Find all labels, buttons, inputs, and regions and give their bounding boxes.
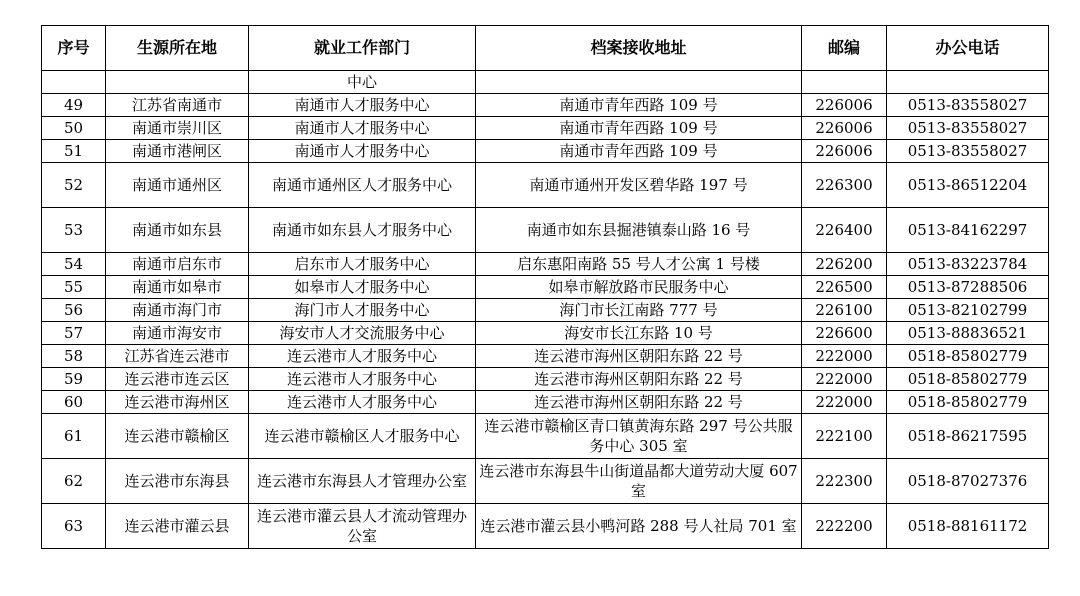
table-row <box>42 117 1049 140</box>
cell-zip: 226400 <box>802 208 887 253</box>
table-row <box>42 504 1049 549</box>
header-cell-zip: 邮编 <box>802 26 887 71</box>
cell-region: 连云港市赣榆区 <box>106 414 249 459</box>
cell-phone: 0518-88161172 <box>887 504 1049 549</box>
cell-no: 57 <box>42 322 106 345</box>
cell-address: 南通市通州开发区碧华路 197 号 <box>476 163 802 208</box>
table-body <box>42 71 1049 549</box>
cell-phone: 0513-88836521 <box>887 322 1049 345</box>
cell-region: 连云港市东海县 <box>106 459 249 504</box>
cell-zip <box>802 71 887 94</box>
cell-phone: 0518-86217595 <box>887 414 1049 459</box>
cell-address: 南通市如东县掘港镇泰山路 16 号 <box>476 208 802 253</box>
cell-zip: 222200 <box>802 504 887 549</box>
table-row <box>42 299 1049 322</box>
cell-region: 南通市崇川区 <box>106 117 249 140</box>
table-row <box>42 391 1049 414</box>
cell-dept: 连云港市人才服务中心 <box>249 345 476 368</box>
cell-dept: 海安市人才交流服务中心 <box>249 322 476 345</box>
cell-region: 南通市如皋市 <box>106 276 249 299</box>
cell-address: 启东惠阳南路 55 号人才公寓 1 号楼 <box>476 253 802 276</box>
cell-address: 连云港市海州区朝阳东路 22 号 <box>476 391 802 414</box>
cell-address: 南通市青年西路 109 号 <box>476 140 802 163</box>
cell-zip: 222000 <box>802 345 887 368</box>
table-row <box>42 253 1049 276</box>
cell-address: 连云港市海州区朝阳东路 22 号 <box>476 345 802 368</box>
table-row <box>42 94 1049 117</box>
cell-dept: 连云港市赣榆区人才服务中心 <box>249 414 476 459</box>
cell-dept: 连云港市人才服务中心 <box>249 391 476 414</box>
cell-zip: 226006 <box>802 140 887 163</box>
cell-dept: 如皋市人才服务中心 <box>249 276 476 299</box>
cell-address: 连云港市东海县牛山街道晶都大道劳动大厦 607 室 <box>476 459 802 504</box>
cell-phone: 0513-82102799 <box>887 299 1049 322</box>
cell-region: 南通市如东县 <box>106 208 249 253</box>
cell-dept: 海门市人才服务中心 <box>249 299 476 322</box>
cell-dept: 南通市人才服务中心 <box>249 117 476 140</box>
cell-no: 63 <box>42 504 106 549</box>
cell-region: 南通市通州区 <box>106 163 249 208</box>
cell-address: 南通市青年西路 109 号 <box>476 94 802 117</box>
cell-no: 58 <box>42 345 106 368</box>
cell-zip: 226500 <box>802 276 887 299</box>
cell-phone: 0518-85802779 <box>887 345 1049 368</box>
cell-region: 连云港市灌云县 <box>106 504 249 549</box>
cell-zip: 222000 <box>802 391 887 414</box>
cell-dept: 南通市人才服务中心 <box>249 94 476 117</box>
cell-no: 52 <box>42 163 106 208</box>
cell-phone: 0518-85802779 <box>887 391 1049 414</box>
table-row <box>42 345 1049 368</box>
cell-region: 南通市港闸区 <box>106 140 249 163</box>
cell-region: 连云港市连云区 <box>106 368 249 391</box>
cell-zip: 226600 <box>802 322 887 345</box>
table-row <box>42 208 1049 253</box>
cell-dept: 中心 <box>249 71 476 94</box>
cell-phone: 0513-87288506 <box>887 276 1049 299</box>
cell-no: 54 <box>42 253 106 276</box>
cell-region: 连云港市海州区 <box>106 391 249 414</box>
cell-region: 南通市海安市 <box>106 322 249 345</box>
cell-region: 南通市启东市 <box>106 253 249 276</box>
cell-zip: 222000 <box>802 368 887 391</box>
cell-no: 51 <box>42 140 106 163</box>
cell-no <box>42 71 106 94</box>
cell-no: 62 <box>42 459 106 504</box>
cell-dept: 南通市通州区人才服务中心 <box>249 163 476 208</box>
cell-address: 连云港市赣榆区青口镇黄海东路 297 号公共服务中心 305 室 <box>476 414 802 459</box>
cell-zip: 226200 <box>802 253 887 276</box>
table-row <box>42 140 1049 163</box>
cell-no: 49 <box>42 94 106 117</box>
cell-region: 南通市海门市 <box>106 299 249 322</box>
cell-zip: 222100 <box>802 414 887 459</box>
header-cell-address: 档案接收地址 <box>476 26 802 71</box>
cell-no: 61 <box>42 414 106 459</box>
header-cell-no: 序号 <box>42 26 106 71</box>
cell-no: 55 <box>42 276 106 299</box>
cell-no: 50 <box>42 117 106 140</box>
cell-zip: 226300 <box>802 163 887 208</box>
archive-address-table <box>41 25 1049 549</box>
cell-address <box>476 71 802 94</box>
cell-dept: 连云港市人才服务中心 <box>249 368 476 391</box>
header-cell-phone: 办公电话 <box>887 26 1049 71</box>
cell-zip: 226006 <box>802 94 887 117</box>
cell-zip: 222300 <box>802 459 887 504</box>
table-header-row <box>42 26 1049 71</box>
cell-address: 南通市青年西路 109 号 <box>476 117 802 140</box>
table-row <box>42 276 1049 299</box>
cell-phone: 0518-85802779 <box>887 368 1049 391</box>
cell-phone: 0513-83558027 <box>887 94 1049 117</box>
cell-address: 海门市长江南路 777 号 <box>476 299 802 322</box>
cell-phone: 0513-83223784 <box>887 253 1049 276</box>
cell-phone: 0518-87027376 <box>887 459 1049 504</box>
table-row <box>42 163 1049 208</box>
cell-dept: 南通市人才服务中心 <box>249 140 476 163</box>
header-cell-dept: 就业工作部门 <box>249 26 476 71</box>
header-cell-region: 生源所在地 <box>106 26 249 71</box>
table-row <box>42 322 1049 345</box>
cell-address: 如皋市解放路市民服务中心 <box>476 276 802 299</box>
cell-phone: 0513-83558027 <box>887 117 1049 140</box>
cell-region <box>106 71 249 94</box>
cell-phone: 0513-83558027 <box>887 140 1049 163</box>
table-row <box>42 414 1049 459</box>
table-row <box>42 368 1049 391</box>
cell-dept: 连云港市东海县人才管理办公室 <box>249 459 476 504</box>
cell-no: 53 <box>42 208 106 253</box>
cell-no: 59 <box>42 368 106 391</box>
cell-dept: 启东市人才服务中心 <box>249 253 476 276</box>
cell-region: 江苏省南通市 <box>106 94 249 117</box>
table-row <box>42 459 1049 504</box>
table-row <box>42 71 1049 94</box>
cell-address: 海安市长江东路 10 号 <box>476 322 802 345</box>
cell-dept: 连云港市灌云县人才流动管理办公室 <box>249 504 476 549</box>
cell-address: 连云港市海州区朝阳东路 22 号 <box>476 368 802 391</box>
cell-address: 连云港市灌云县小鸭河路 288 号人社局 701 室 <box>476 504 802 549</box>
cell-no: 60 <box>42 391 106 414</box>
cell-phone <box>887 71 1049 94</box>
cell-zip: 226100 <box>802 299 887 322</box>
cell-phone: 0513-86512204 <box>887 163 1049 208</box>
cell-dept: 南通市如东县人才服务中心 <box>249 208 476 253</box>
cell-zip: 226006 <box>802 117 887 140</box>
cell-region: 江苏省连云港市 <box>106 345 249 368</box>
cell-phone: 0513-84162297 <box>887 208 1049 253</box>
cell-no: 56 <box>42 299 106 322</box>
